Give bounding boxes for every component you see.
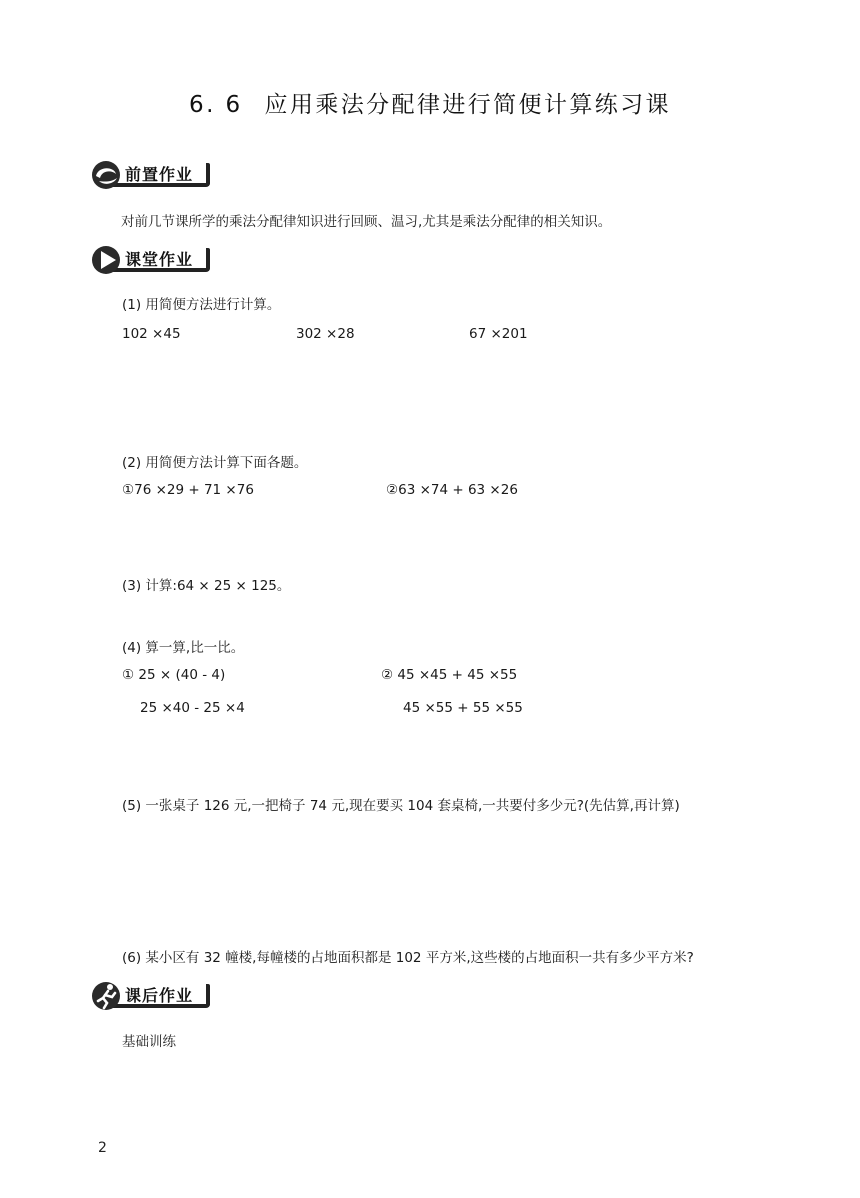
- section-header-class: [90, 243, 214, 277]
- play-triangle-icon: [90, 243, 124, 277]
- section-header-pre: [90, 158, 214, 192]
- page-title: [0, 86, 860, 119]
- question-4-prompt: (4) 算一算,比一比。: [122, 640, 245, 656]
- running-figure-icon: [90, 979, 124, 1013]
- question-1-prompt: (1) 用简便方法进行计算。: [122, 297, 281, 313]
- question-1-item: 67 ×201: [469, 326, 528, 342]
- section-header-after: [90, 979, 214, 1013]
- pre-homework-text: 对前几节课所学的乘法分配律知识进行回顾、温习,尤其是乘法分配律的相关知识。: [121, 214, 612, 230]
- question-2-prompt: (2) 用简便方法计算下面各题。: [122, 455, 308, 471]
- question-1-item: 302 ×28: [296, 326, 355, 342]
- question-2-item: ①76 ×29 + 71 ×76: [122, 482, 254, 498]
- after-homework-text: 基础训练: [122, 1034, 176, 1050]
- lesson-title: 应用乘法分配律进行简便计算练习课: [264, 92, 671, 118]
- question-2-item: ②63 ×74 + 63 ×26: [386, 482, 518, 498]
- section-label: 前置作业: [125, 165, 194, 184]
- question-4-item: ① 25 × (40 - 4): [122, 667, 226, 683]
- question-4-item: ② 45 ×45 + 45 ×55: [381, 667, 518, 683]
- page-number: 2: [98, 1140, 107, 1156]
- question-3-prompt: (3) 计算:64 × 25 × 125。: [122, 578, 291, 594]
- lesson-number: 6. 6: [189, 92, 243, 118]
- question-5-prompt: (5) 一张桌子 126 元,一把椅子 74 元,现在要买 104 套桌椅,一共要付多少元?(先估算,再计算): [122, 798, 680, 814]
- swirl-icon: [90, 158, 124, 192]
- question-6-prompt: (6) 某小区有 32 幢楼,每幢楼的占地面积都是 102 平方米,这些楼的占地面积一共有多少平方米?: [122, 950, 694, 966]
- section-label: 课后作业: [125, 986, 194, 1005]
- question-4-item: 25 ×40 - 25 ×4: [140, 700, 245, 716]
- section-label: 课堂作业: [125, 250, 194, 269]
- question-4-item: 45 ×55 + 55 ×55: [403, 700, 523, 716]
- question-1-item: 102 ×45: [122, 326, 181, 342]
